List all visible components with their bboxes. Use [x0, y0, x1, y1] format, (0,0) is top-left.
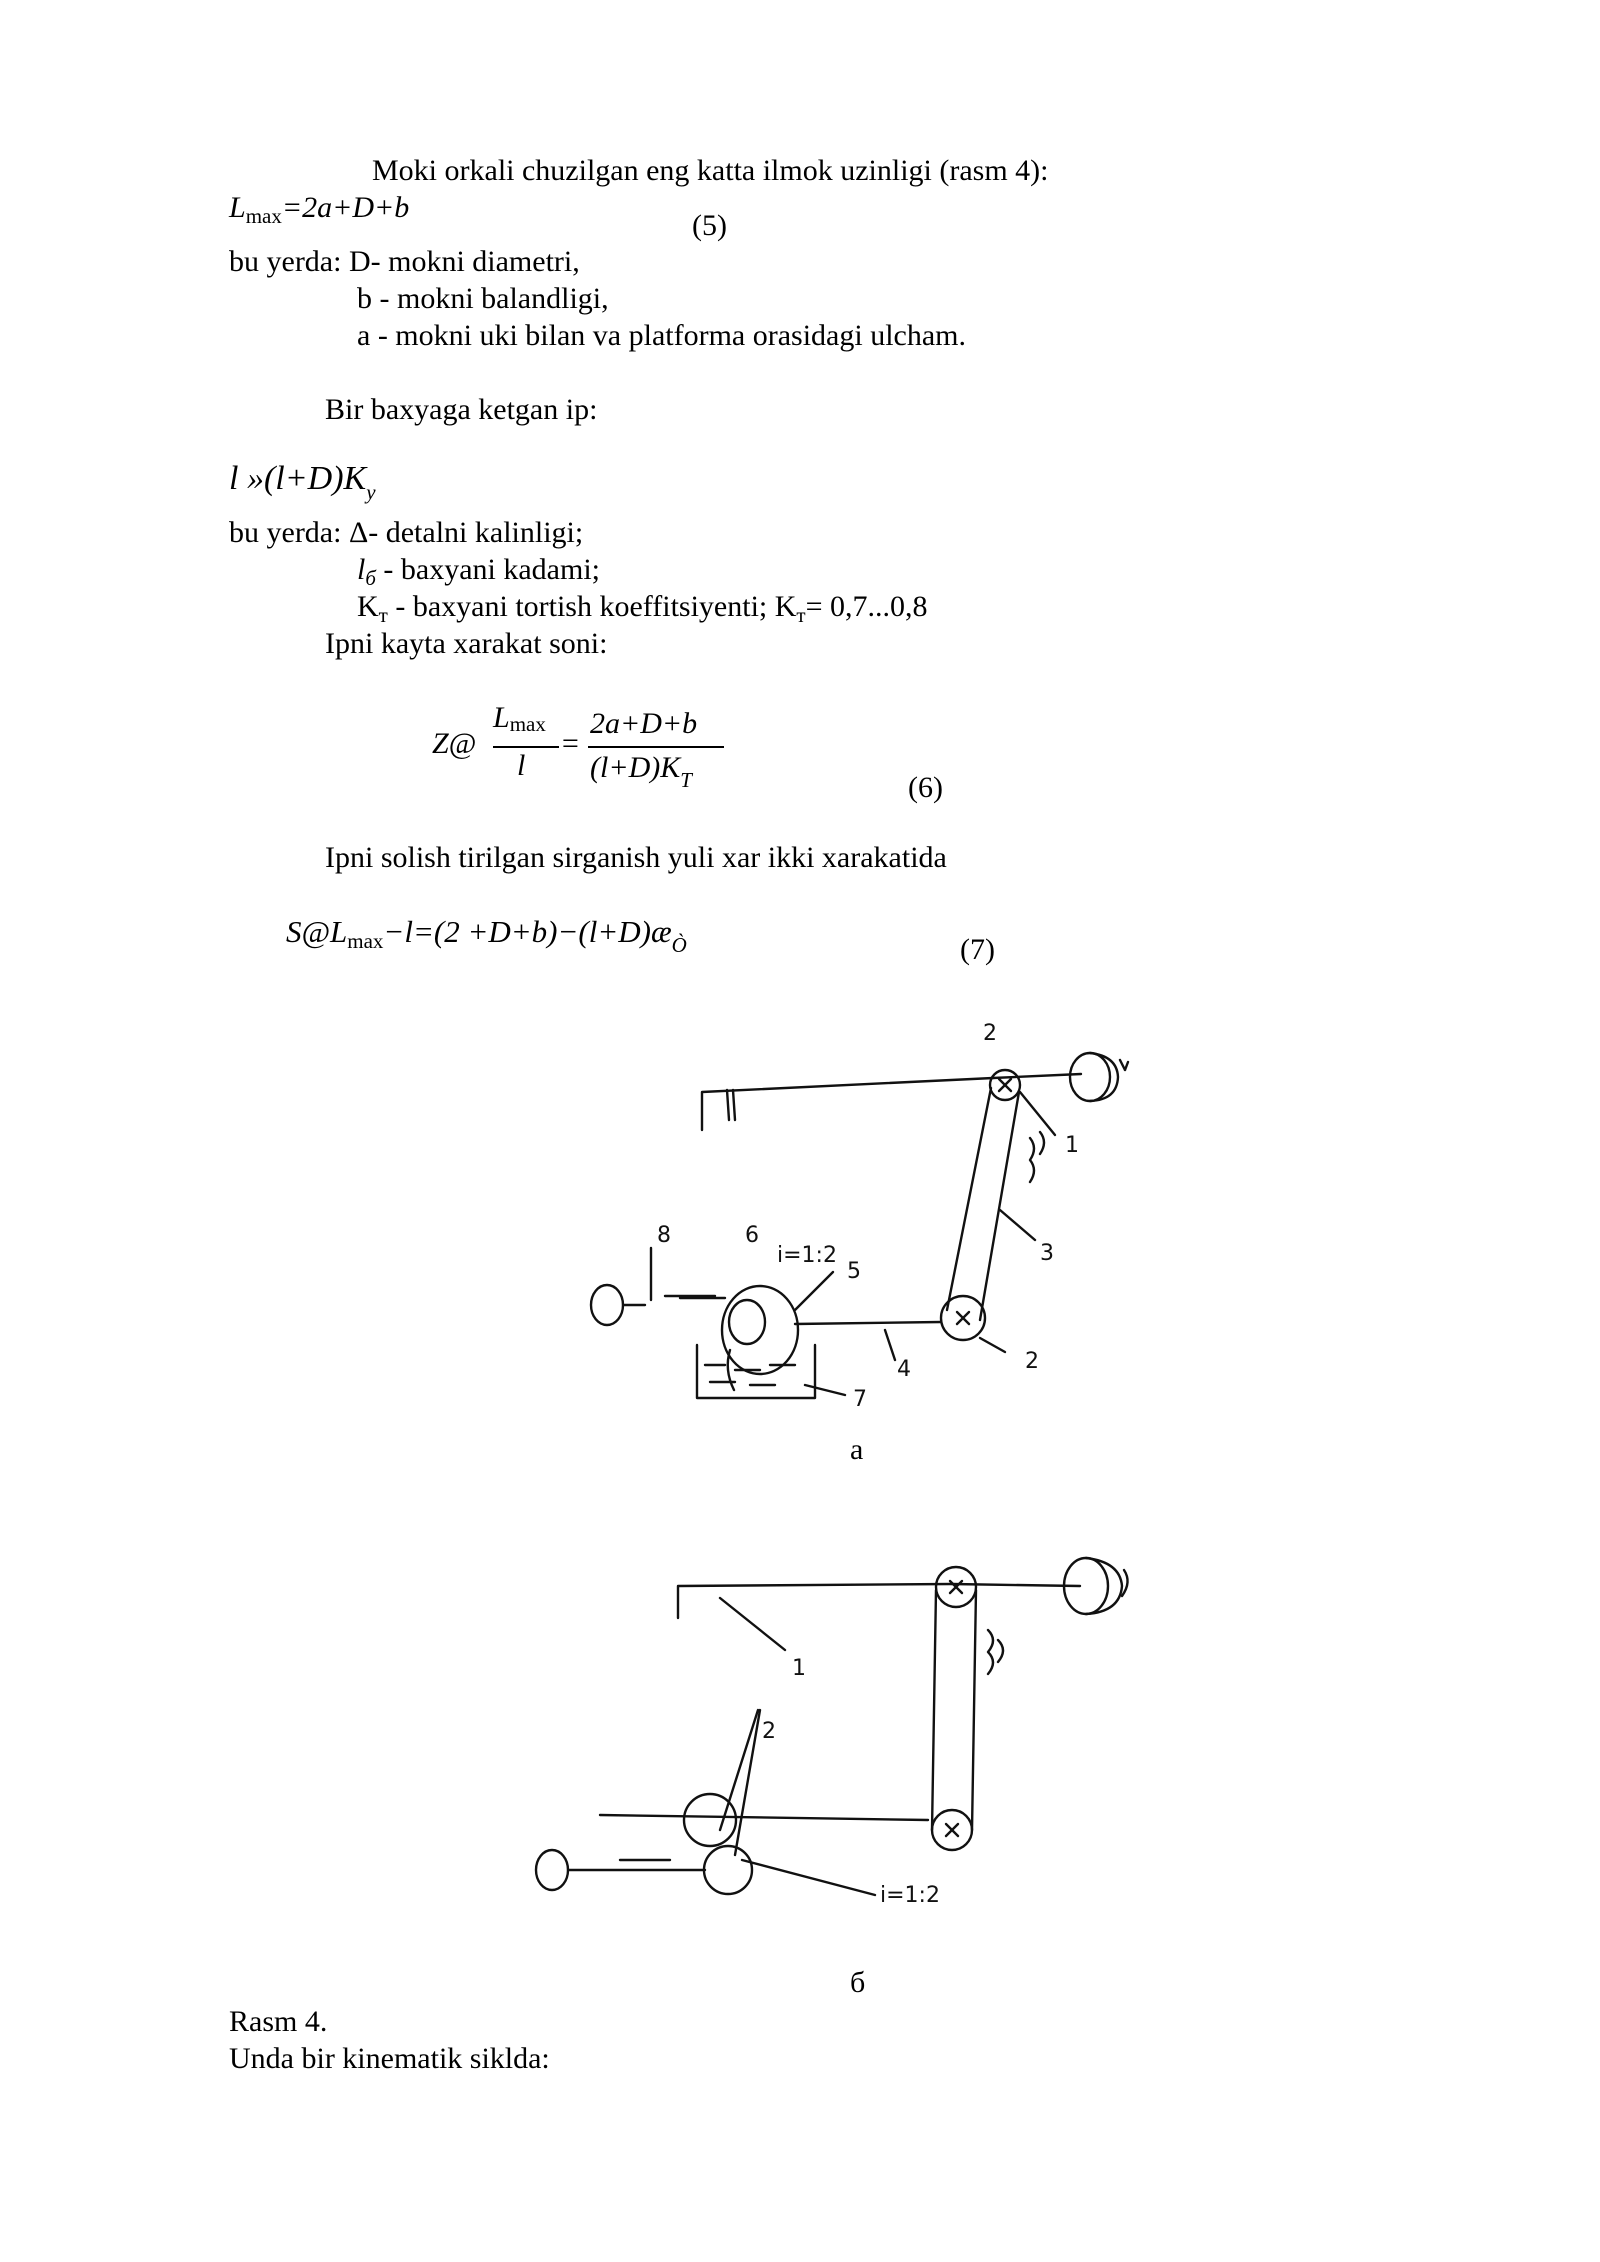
- eq6-lhs: Z@: [432, 727, 477, 760]
- where2-item1-sym: l: [357, 553, 366, 586]
- where2-item2-sub: т: [378, 603, 388, 627]
- where2-item2-mid: - baxyani tortish koeffitsiyenti; K: [387, 590, 797, 623]
- fig-a-handwheel: [1070, 1053, 1128, 1101]
- eq7-number: (7): [960, 933, 995, 966]
- eq7-lhs: S@L: [286, 914, 348, 949]
- equation-5: [229, 190, 409, 228]
- fig-a-label-6: i=1:2: [777, 1243, 837, 1268]
- eq6-number: (6): [908, 771, 943, 804]
- where1-lead: bu yerda: D- mokni diametri,: [229, 245, 580, 278]
- thread-label: Bir baxyaga ketgan ip:: [325, 393, 598, 426]
- fig-a-label-8: 4: [897, 1357, 911, 1382]
- eq7-rhs: −l=(2 +D+b)−(l+D)æ: [383, 914, 672, 949]
- eq7-rhs-sub: Ò: [671, 933, 687, 957]
- fig-a-top-shaft: [702, 1074, 1081, 1130]
- fig-b-belt: [932, 1590, 1003, 1830]
- closing-text: Unda bir kinematik siklda:: [229, 2042, 550, 2075]
- where1-item-b: b - mokni balandligi,: [357, 282, 609, 315]
- fig-a-label-9: 7: [853, 1387, 867, 1412]
- intro-text: Moki orkali chuzilgan eng katta ilmok uzinligi (rasm 4):: [372, 154, 1049, 187]
- fig-b-left-motor: [536, 1850, 705, 1890]
- fig-b-label-0: 1: [792, 1656, 806, 1681]
- fig-a-label-5: 6: [745, 1223, 759, 1248]
- fig-a-label-0: 2: [983, 1021, 997, 1046]
- fig-a-label-4: 8: [657, 1223, 671, 1248]
- eq6-den1: l: [517, 749, 526, 782]
- eql-sub: y: [366, 480, 376, 504]
- figure-a-caption: a: [850, 1433, 864, 1466]
- eq6-den2-text: (l+D)K: [590, 751, 681, 784]
- eq7-lhs-sub: max: [347, 929, 384, 953]
- eq6-frac-bar-2: [588, 746, 724, 748]
- where2-item2-sym: K: [357, 590, 379, 623]
- fig-a-label-3: 2: [1025, 1349, 1039, 1374]
- fig-b-top-pulley: [936, 1567, 976, 1607]
- where2-item1-rest: - baxyani kadami;: [375, 553, 600, 586]
- where2-item2-sub2: т: [796, 603, 806, 627]
- fig-a-bottom-pulley: [941, 1296, 985, 1340]
- fig-b-bottom-pulley: [932, 1810, 972, 1850]
- eq6-num2: 2a+D+b: [590, 707, 698, 740]
- fig-b-label-2: i=1:2: [880, 1883, 940, 1908]
- equation-7: [286, 914, 687, 957]
- figure-a-diagram: [585, 1020, 1165, 1440]
- where2-lead: bu yerda: Δ- detalni kalinligi;: [229, 516, 584, 549]
- figure-b-diagram: [530, 1530, 1190, 1930]
- eq5-lhs: L: [229, 191, 246, 224]
- where2-item1-sub: б: [365, 566, 376, 590]
- eq5-rhs: =2a+D+b: [281, 191, 410, 224]
- equation-l: [229, 460, 376, 504]
- eq5-lhs-sub: max: [245, 204, 282, 228]
- fig-a-label-2: 3: [1040, 1241, 1054, 1266]
- eql-text: l »(l+D)K: [229, 460, 367, 497]
- where2-item2-end: = 0,7...0,8: [805, 590, 928, 623]
- eq6-den2: [590, 750, 692, 792]
- fig-a-label-7: 5: [847, 1259, 861, 1284]
- eq6-num1-sub: max: [509, 712, 546, 736]
- where2-item2: [357, 589, 928, 627]
- where2-item1: [357, 552, 600, 590]
- figure-b-caption: б: [850, 1966, 866, 1999]
- eq6-eq: =: [560, 727, 581, 760]
- figure-title: Rasm 4.: [229, 2005, 328, 2038]
- eq6-num1: [493, 700, 546, 738]
- eq6-den2-sub: T: [680, 768, 692, 792]
- fig-a-oil-bath: [697, 1345, 815, 1398]
- where1-item-a: a - mokni uki bilan va platforma orasidagi ulcham.: [357, 319, 966, 352]
- fig-a-top-pulley: [990, 1070, 1020, 1100]
- eq6-num1-L: L: [493, 701, 510, 734]
- fig-a-hook: [722, 1286, 798, 1390]
- fig-b-label-1: 2: [762, 1719, 776, 1744]
- equation-5-number: (5): [692, 209, 727, 242]
- fig-a-label-1: 1: [1065, 1133, 1079, 1158]
- fig-a-left-motor: [591, 1248, 715, 1325]
- eq6-frac-bar-1: [493, 746, 559, 748]
- slide-label: Ipni solish tirilgan sirganish yuli xar ikki xarakatida: [325, 841, 947, 874]
- fig-b-lower-shaft: [600, 1815, 928, 1820]
- moves-label: Ipni kayta xarakat soni:: [325, 627, 608, 660]
- fig-a-belt: [947, 1088, 1044, 1320]
- fig-a-lower-shaft: [680, 1298, 941, 1324]
